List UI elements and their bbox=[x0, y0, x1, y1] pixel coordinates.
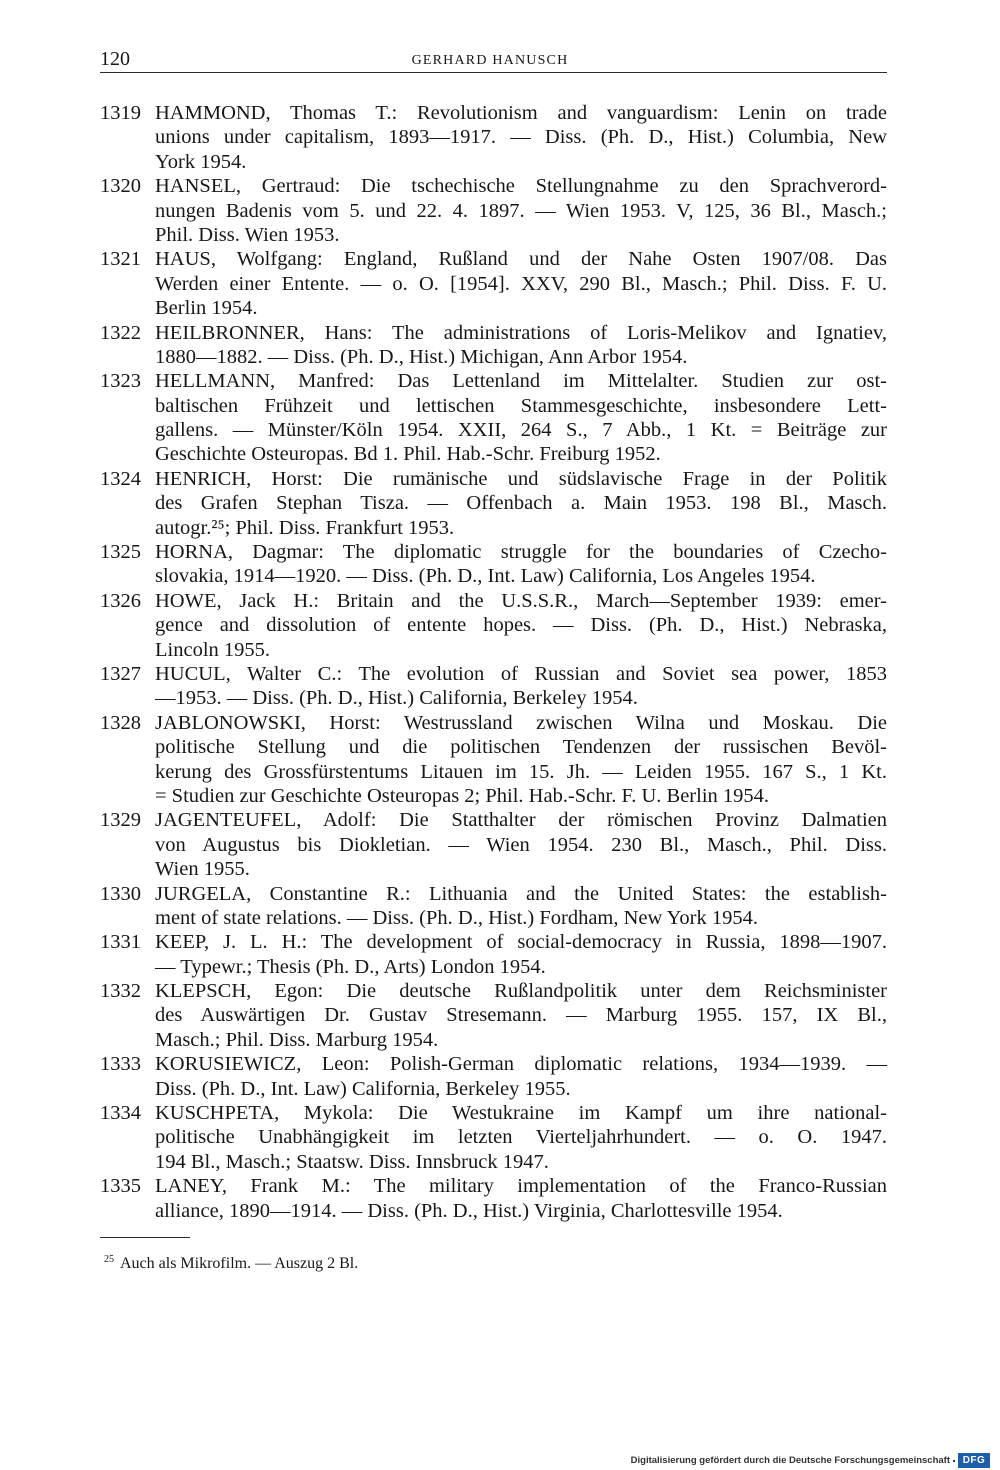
entry-line: HANSEL, Gertraud: Die tschechische Stellungnahme zu den Sprachverord- bbox=[155, 175, 887, 198]
entry-line: politische Stellung und die politischen Tendenzen der russischen Bevöl- bbox=[155, 736, 887, 759]
bibliography-entry bbox=[100, 174, 887, 247]
entry-number: 1334 bbox=[100, 1102, 141, 1125]
entry-number: 1321 bbox=[100, 248, 141, 271]
bibliography-entry bbox=[100, 808, 887, 881]
entry-line: slovakia, 1914—1920. — Diss. (Ph. D., Int. Law) California, Los Angeles 1954. bbox=[155, 565, 816, 588]
bibliography-entry bbox=[100, 540, 887, 589]
separator-dot bbox=[953, 1460, 955, 1462]
entry-line: kerung des Grossfürstentums Litauen im 15. Jh. — Leiden 1955. 167 S., 1 Kt. bbox=[155, 760, 887, 783]
entry-line: HAUS, Wolfgang: England, Rußland und der Nahe Osten 1907/08. Das bbox=[155, 248, 887, 271]
entry-line: des Auswärtigen Dr. Gustav Stresemann. — Marburg 1955. 157, IX Bl., bbox=[155, 1004, 887, 1027]
entry-line: KLEPSCH, Egon: Die deutsche Rußlandpolitik unter dem Reichsminister bbox=[155, 980, 887, 1003]
entry-line: HORNA, Dagmar: The diplomatic struggle for the boundaries of Czecho- bbox=[155, 541, 887, 564]
entry-line: von Augustus bis Diokletian. — Wien 1954. 230 Bl., Masch., Phil. Diss. bbox=[155, 833, 887, 856]
entry-text bbox=[155, 882, 887, 931]
entry-line: Phil. Diss. Wien 1953. bbox=[155, 223, 340, 246]
entry-line: ment of state relations. — Diss. (Ph. D., Hist.) Fordham, New York 1954. bbox=[155, 906, 759, 929]
footnote-marker: 25 bbox=[104, 1254, 114, 1265]
entry-text bbox=[155, 930, 887, 979]
bibliography-entry bbox=[100, 979, 887, 1052]
entry-line: HELLMANN, Manfred: Das Lettenland im Mittelalter. Studien zur ost- bbox=[155, 370, 887, 393]
entry-number: 1329 bbox=[100, 809, 141, 832]
bibliography-entry bbox=[100, 1052, 887, 1101]
entry-text bbox=[155, 467, 887, 540]
entry-number: 1322 bbox=[100, 321, 141, 344]
entry-line: KUSCHPETA, Mykola: Die Westukraine im Kampf um ihre national- bbox=[155, 1102, 887, 1125]
entry-line: JABLONOWSKI, Horst: Westrussland zwischen Wilna und Moskau. Die bbox=[155, 711, 887, 734]
bibliography-entry bbox=[100, 589, 887, 662]
bibliography-entry bbox=[100, 662, 887, 711]
entry-text bbox=[155, 1052, 887, 1101]
entry-line: JURGELA, Constantine R.: Lithuania and the United States: the establish- bbox=[155, 882, 887, 905]
entry-line: Masch.; Phil. Diss. Marburg 1954. bbox=[155, 1028, 439, 1051]
entry-number: 1320 bbox=[100, 175, 141, 198]
entry-text bbox=[155, 1174, 887, 1223]
entry-line: York 1954. bbox=[155, 150, 247, 173]
entry-text bbox=[155, 711, 887, 809]
entry-line: Geschichte Osteuropas. Bd 1. Phil. Hab.-Schr. Freiburg 1952. bbox=[155, 443, 661, 466]
entry-text bbox=[155, 1101, 887, 1174]
entry-number: 1333 bbox=[100, 1053, 141, 1076]
running-head: GERHARD HANUSCH bbox=[411, 53, 569, 68]
page-number: 120 bbox=[100, 48, 130, 70]
entry-line: Lincoln 1955. bbox=[155, 638, 271, 661]
footnote-text: Auch als Mikrofilm. — Auszug 2 Bl. bbox=[120, 1255, 359, 1272]
dfg-logo: DFG bbox=[958, 1453, 990, 1468]
entry-number: 1327 bbox=[100, 662, 141, 685]
entry-text bbox=[155, 369, 887, 467]
entry-number: 1326 bbox=[100, 589, 141, 612]
digitization-credit: Digitalisierung gefördert durch die Deutsche Forschungsgemeinschaft bbox=[630, 1455, 950, 1466]
entry-line: baltischen Frühzeit und lettischen Stammesgeschichte, insbesondere Lett- bbox=[155, 394, 887, 417]
entry-text bbox=[155, 662, 887, 711]
entry-text bbox=[155, 979, 887, 1052]
bibliography-entry bbox=[100, 930, 887, 979]
entry-line: autogr.²⁵; Phil. Diss. Frankfurt 1953. bbox=[155, 516, 455, 539]
entry-line: nungen Badenis vom 5. und 22. 4. 1897. — Wien 1953. V, 125, 36 Bl., Masch.; bbox=[155, 199, 887, 222]
entry-line: 1880—1882. — Diss. (Ph. D., Hist.) Michigan, Ann Arbor 1954. bbox=[155, 345, 688, 368]
entry-line: politische Unabhängigkeit im letzten Vierteljahrhundert. — o. O. 1947. bbox=[155, 1126, 887, 1149]
bibliography-entry bbox=[100, 1174, 887, 1223]
entry-text bbox=[155, 540, 887, 589]
entry-line: Diss. (Ph. D., Int. Law) California, Berkeley 1955. bbox=[155, 1077, 571, 1100]
entry-line: gallens. — Münster/Köln 1954. XXII, 264 S., 7 Abb., 1 Kt. = Beiträge zur bbox=[155, 419, 887, 442]
entry-number: 1319 bbox=[100, 102, 141, 124]
bibliography-entry bbox=[100, 101, 887, 174]
entry-text bbox=[155, 321, 887, 370]
entry-line: KEEP, J. L. H.: The development of social-democracy in Russia, 1898—1907. bbox=[155, 931, 887, 954]
footnote bbox=[104, 1250, 358, 1274]
entry-line: LANEY, Frank M.: The military implementation of the Franco-Russian bbox=[155, 1175, 887, 1198]
entry-line: HAMMOND, Thomas T.: Revolutionism and vanguardism: Lenin on trade bbox=[155, 102, 887, 124]
entry-line: unions under capitalism, 1893—1917. — Diss. (Ph. D., Hist.) Columbia, New bbox=[155, 126, 887, 149]
entry-line: —1953. — Diss. (Ph. D., Hist.) California, Berkeley 1954. bbox=[155, 687, 638, 710]
entry-line: JAGENTEUFEL, Adolf: Die Statthalter der römischen Provinz Dalmatien bbox=[155, 809, 887, 832]
bibliography-list bbox=[100, 101, 887, 1223]
entry-line: alliance, 1890—1914. — Diss. (Ph. D., Hist.) Virginia, Charlottesville 1954. bbox=[155, 1199, 783, 1222]
entry-line: 194 Bl., Masch.; Staatsw. Diss. Innsbruck 1947. bbox=[155, 1150, 549, 1173]
entry-line: Werden einer Entente. — o. O. [1954]. XXV, 290 Bl., Masch.; Phil. Diss. F. U. bbox=[155, 272, 887, 295]
entry-line: HENRICH, Horst: Die rumänische und südslavische Frage in der Politik bbox=[155, 467, 887, 490]
entry-line: HOWE, Jack H.: Britain and the U.S.S.R., March—September 1939: emer- bbox=[155, 589, 887, 612]
entry-line: HEILBRONNER, Hans: The administrations of Loris-Melikov and Ignatiev, bbox=[155, 321, 887, 344]
entry-line: Wien 1955. bbox=[155, 858, 250, 881]
entry-line: KORUSIEWICZ, Leon: Polish-German diplomatic relations, 1934—1939. — bbox=[155, 1053, 887, 1076]
bibliography-entry bbox=[100, 882, 887, 931]
footnote-rule bbox=[100, 1237, 190, 1238]
entry-text bbox=[155, 174, 887, 247]
bibliography-entry bbox=[100, 467, 887, 540]
entry-line: Berlin 1954. bbox=[155, 297, 258, 320]
bibliography-entry bbox=[100, 369, 887, 467]
entry-line: des Grafen Stephan Tisza. — Offenbach a. Main 1953. 198 Bl., Masch. bbox=[155, 492, 887, 515]
bibliography-entry bbox=[100, 1101, 887, 1174]
entry-line: gence and dissolution of entente hopes. — Diss. (Ph. D., Hist.) Nebraska, bbox=[155, 614, 887, 637]
entry-number: 1332 bbox=[100, 980, 141, 1003]
entry-text bbox=[155, 808, 887, 881]
header-rule bbox=[100, 72, 887, 73]
entry-number: 1328 bbox=[100, 711, 141, 734]
entry-number: 1325 bbox=[100, 541, 141, 564]
entry-line: HUCUL, Walter C.: The evolution of Russian and Soviet sea power, 1853 bbox=[155, 662, 887, 685]
entry-text bbox=[155, 101, 887, 174]
entry-number: 1330 bbox=[100, 882, 141, 905]
bibliography-entry bbox=[100, 247, 887, 320]
entry-number: 1324 bbox=[100, 467, 141, 490]
entry-number: 1335 bbox=[100, 1175, 141, 1198]
bibliography-entry bbox=[100, 711, 887, 809]
entry-line: = Studien zur Geschichte Osteuropas 2; Phil. Hab.-Schr. F. U. Berlin 1954. bbox=[155, 784, 770, 807]
bibliography-entry bbox=[100, 321, 887, 370]
entry-text bbox=[155, 247, 887, 320]
entry-number: 1331 bbox=[100, 931, 141, 954]
entry-number: 1323 bbox=[100, 370, 141, 393]
entry-line: — Typewr.; Thesis (Ph. D., Arts) London 1954. bbox=[155, 955, 546, 978]
entry-text bbox=[155, 589, 887, 662]
